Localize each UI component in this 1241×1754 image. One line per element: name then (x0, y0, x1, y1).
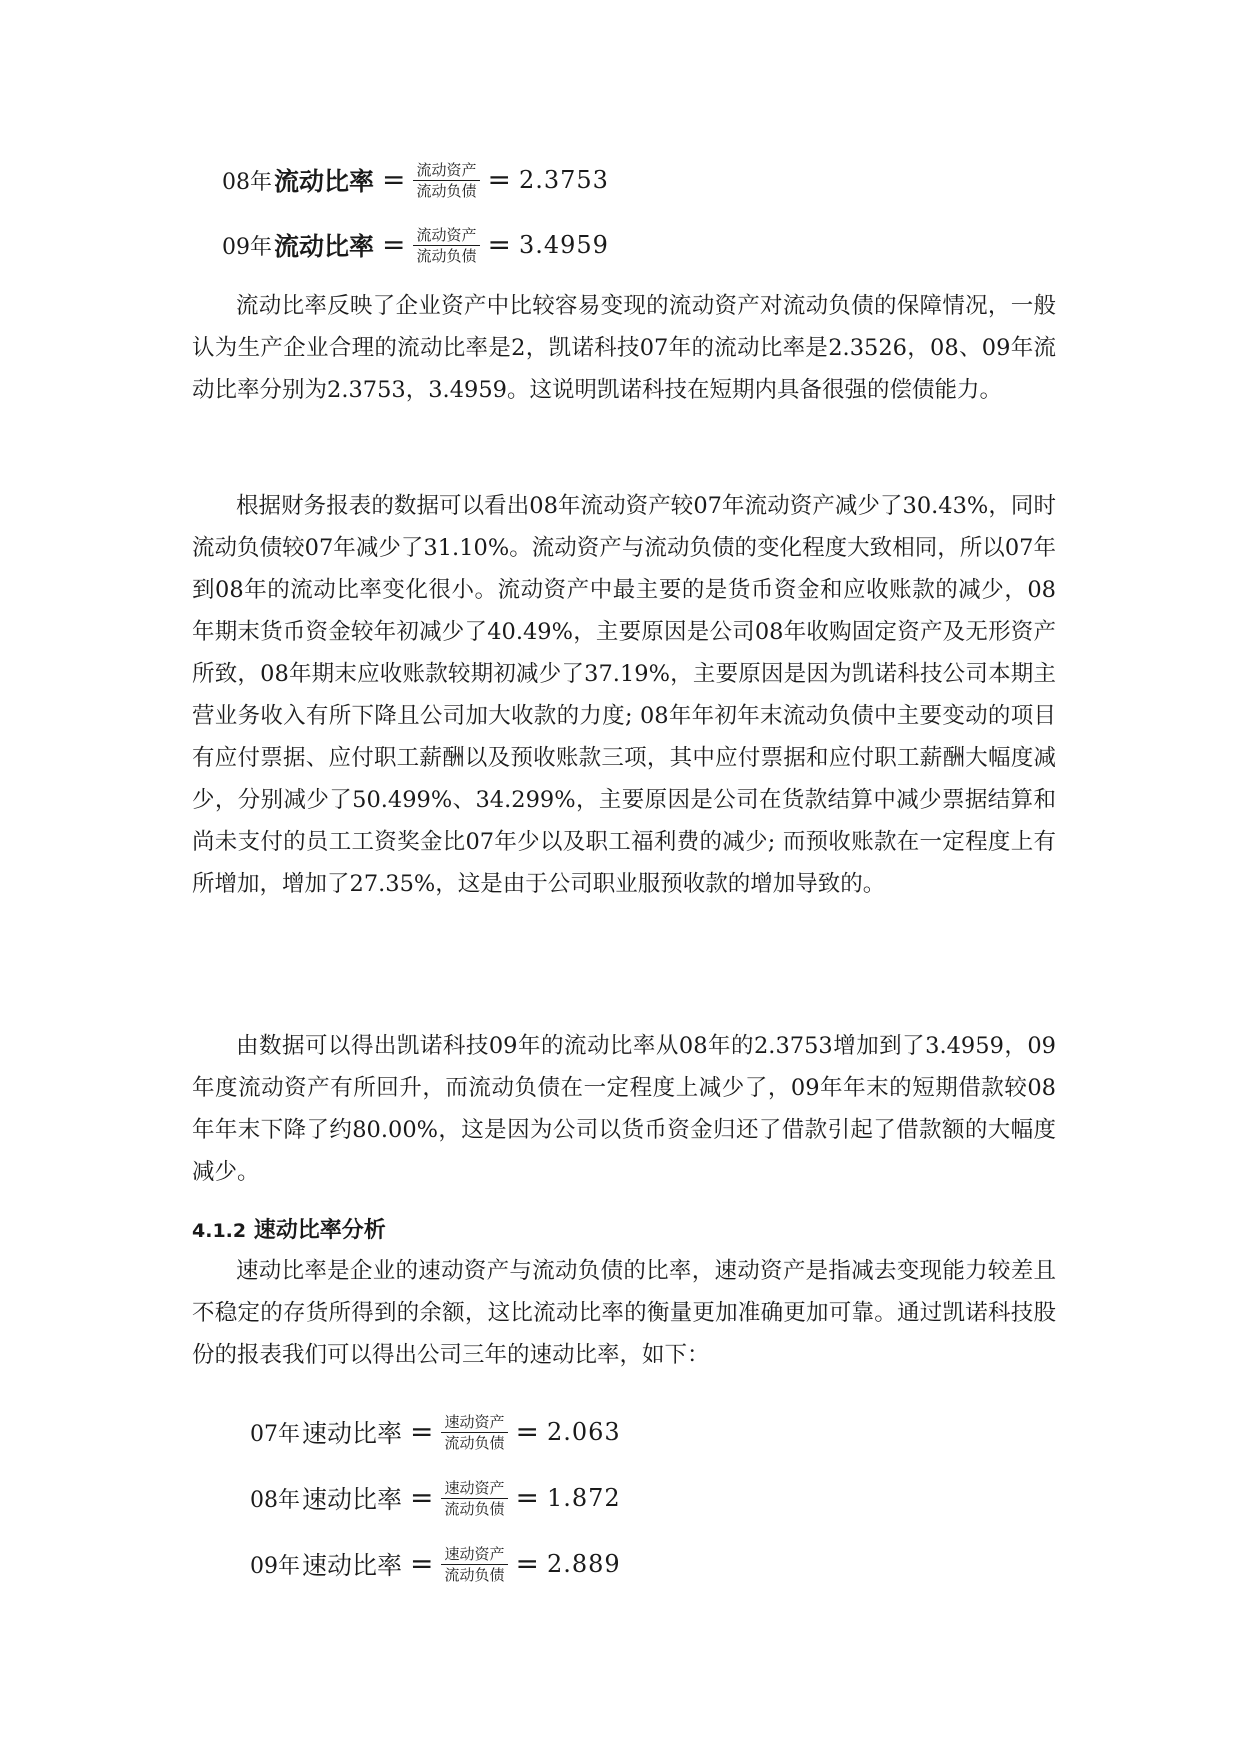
section-number: 4.1.2 (192, 1220, 247, 1242)
equals-sign: = (487, 163, 511, 196)
numerator: 速动资产 (444, 1478, 505, 1497)
formula-name: 速动比率 (302, 1551, 403, 1580)
section-title: 速动比率分析 (253, 1217, 386, 1243)
formula-year: 08年 (250, 1487, 300, 1513)
equals-sign: = (515, 1481, 539, 1514)
fraction (413, 160, 479, 201)
denominator: 流动负债 (444, 1565, 505, 1584)
fraction (413, 225, 479, 266)
denominator: 流动负债 (444, 1499, 505, 1518)
denominator: 流动负债 (416, 181, 477, 200)
equals-sign: = (515, 1415, 539, 1448)
paragraph-current-ratio-summary: 流动比率反映了企业资产中比较容易变现的流动资产对流动负债的保障情况，一般认为生产企业合理的流动比率是2，凯诺科技07年的流动比率是2.3526，08、09年流动比率分别为2.3753，3.4959。这说明凯诺科技在短期内具备很强的偿债能力。 (192, 293, 1056, 403)
fraction (441, 1544, 507, 1585)
formula-year: 07年 (250, 1421, 300, 1447)
equals-sign: = (382, 163, 406, 196)
formula-name: 流动比率 (274, 232, 375, 261)
numerator: 速动资产 (444, 1544, 505, 1563)
formula-value: 3.4959 (518, 231, 609, 259)
numerator: 流动资产 (416, 225, 477, 244)
formula-current-ratio-09 (222, 215, 609, 275)
formula-value: 2.3753 (518, 166, 609, 194)
paragraph-0708-analysis: 根据财务报表的数据可以看出08年流动资产较07年流动资产减少了30.43%，同时流动负债较07年减少了31.10%。流动资产与流动负债的变化程度大致相同，所以07年到08年的流动比率变化很小。流动资产中最主要的是货币资金和应收账款的减少，08年期末货币资金较年初减少了40.49%，主要原因是公司08年收购固定资产及无形资产所致，08年期末应收账款较期初减少了37.19%，主要原因是因为凯诺科技公司本期主营业务收入有所下降且公司加大收款的力度; 08年年初年末流动负债中主要变动的项目有应付票据、应付职工薪酬以及预收账款三项，其中应付票据和应付职工薪酬大幅度减少，分别减少了50.499%、34.299%，主要原因是公司在货款结算中减少票据结算和尚未支付的员工工资奖金比07年少以及职工福利费的减少; 而预收账款在一定程度上有所增加，增加了27.35%，这是由于公司职业服预收款的增加导致的。 (192, 493, 1056, 897)
formula-value: 2.889 (546, 1550, 621, 1578)
paragraph-quick-ratio-intro: 速动比率是企业的速动资产与流动负债的比率，速动资产是指减去变现能力较差且不稳定的存货所得到的余额，这比流动比率的衡量更加准确更加可靠。通过凯诺科技股份的报表我们可以得出公司三年的速动比率，如下： (192, 1258, 1056, 1368)
equals-sign: = (410, 1415, 434, 1448)
formula-year: 08年 (222, 169, 272, 195)
formula-quick-ratio-07 (250, 1402, 621, 1462)
formula-quick-ratio-08 (250, 1468, 621, 1528)
formula-year: 09年 (250, 1553, 300, 1579)
denominator: 流动负债 (416, 246, 477, 265)
paragraph-09-analysis: 由数据可以得出凯诺科技09年的流动比率从08年的2.3753增加到了3.4959，09年度流动资产有所回升，而流动负债在一定程度上减少了，09年年末的短期借款较08年年末下降了约80.00%，这是因为公司以货币资金归还了借款引起了借款额的大幅度减少。 (192, 1033, 1056, 1185)
equals-sign: = (487, 228, 511, 261)
numerator: 速动资产 (444, 1412, 505, 1431)
formula-name: 速动比率 (302, 1419, 403, 1448)
equals-sign: = (382, 228, 406, 261)
formula-name: 流动比率 (274, 167, 375, 196)
equals-sign: = (410, 1481, 434, 1514)
formula-name: 速动比率 (302, 1485, 403, 1514)
denominator: 流动负债 (444, 1433, 505, 1452)
equals-sign: = (515, 1547, 539, 1580)
section-heading (192, 1212, 386, 1249)
equals-sign: = (410, 1547, 434, 1580)
fraction (441, 1478, 507, 1519)
formula-current-ratio-08 (222, 150, 609, 210)
numerator: 流动资产 (416, 160, 477, 179)
fraction (441, 1412, 507, 1453)
formula-year: 09年 (222, 234, 272, 260)
formula-value: 1.872 (546, 1484, 621, 1512)
formula-value: 2.063 (546, 1418, 621, 1446)
formula-quick-ratio-09 (250, 1534, 621, 1594)
